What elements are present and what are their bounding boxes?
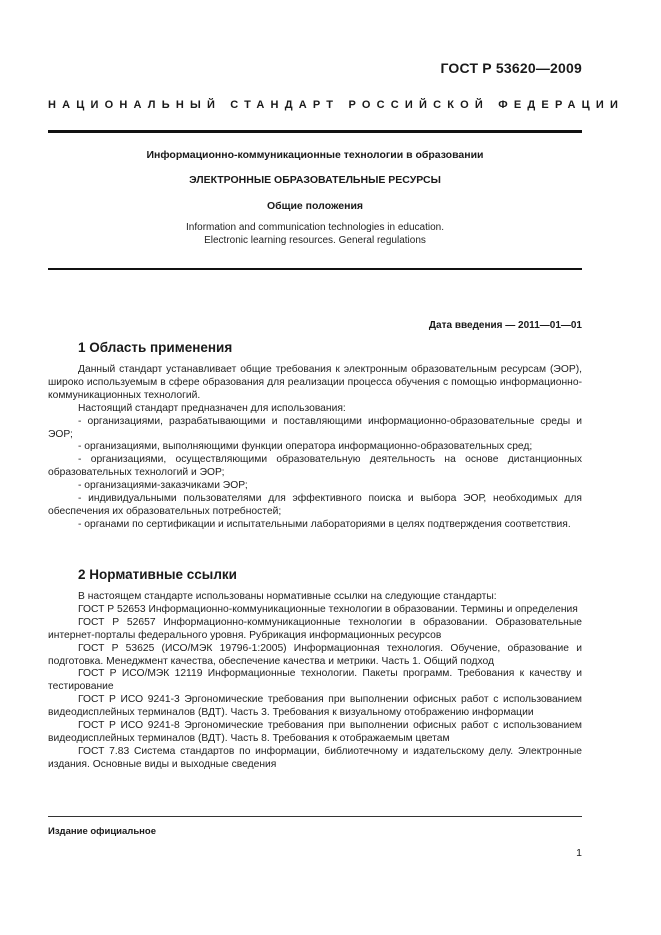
reference-entry: ГОСТ Р ИСО/МЭК 12119 Информационные технологии. Пакеты программ. Требования к качеству и тестирование bbox=[48, 668, 582, 693]
title-main: ЭЛЕКТРОННЫЕ ОБРАЗОВАТЕЛЬНЫЕ РЕСУРСЫ bbox=[189, 174, 441, 186]
page-number: 1 bbox=[576, 847, 582, 859]
effective-date: Дата введения — 2011—01—01 bbox=[428, 320, 582, 331]
reference-entry: ГОСТ Р 52657 Информационно-коммуникационные технологии в образовании. Образовательные интернет-порталы федерального уровня. Рубрикация информационных ресурсов bbox=[48, 616, 582, 641]
edition-label: Издание официальное bbox=[48, 826, 156, 837]
reference-entry: ГОСТ Р ИСО 9241-3 Эргономические требования при выполнении офисных работ с использованием видеодисплейных терминалов (ВДТ). Часть 3. Требования к визуальному отображению информации bbox=[48, 694, 582, 719]
section-1-list-item: - органами по сертификации и испытательными лабораториями в целях подтверждения соответствия. bbox=[78, 518, 571, 530]
document-number: ГОСТ Р 53620—2009 bbox=[440, 60, 582, 76]
section-1-list-item: - организациями, разрабатывающими и поставляющими информационно-образовательные среды и ЭОР; bbox=[48, 415, 582, 440]
title-subject: Информационно-коммуникационные технологии в образовании bbox=[146, 149, 484, 161]
section-2-heading: 2 Нормативные ссылки bbox=[78, 567, 237, 582]
section-1-paragraph: Данный стандарт устанавливает общие требования к электронным образовательным ресурсам (ЭОР), широко используемым в сфере образования для реализации процесса обучения с помощью информационно-коммуникационных технологий. bbox=[48, 364, 582, 401]
reference-entry: ГОСТ 7.83 Система стандартов по информации, библиотечному и издательскому делу. Электронные издания. Основные виды и выходные сведения bbox=[48, 745, 582, 770]
section-2-body bbox=[48, 591, 582, 772]
section-1-list-item: - индивидуальными пользователями для эффективного поиска и выбора ЭОР, необходимых для обеспечения их образовательных потребностей; bbox=[48, 493, 582, 517]
section-2-paragraph: В настоящем стандарте использованы нормативные ссылки на следующие стандарты: bbox=[78, 591, 497, 602]
section-1-body bbox=[48, 364, 582, 532]
reference-entry: ГОСТ Р ИСО 9241-8 Эргономические требования при выполнении офисных работ с использованием видеодисплейных терминалов (ВДТ). Часть 8. Требования к отображаемым цветам bbox=[48, 720, 582, 744]
footer-rule bbox=[48, 816, 582, 817]
standard-banner: НАЦИОНАЛЬНЫЙ СТАНДАРТ РОССИЙСКОЙ ФЕДЕРАЦИИ bbox=[48, 99, 625, 111]
section-1-list-item: - организациями-заказчиками ЭОР; bbox=[78, 480, 248, 492]
title-subtitle: Общие положения bbox=[266, 200, 364, 212]
title-english-line-1: Information and communication technologies in education. bbox=[186, 222, 444, 233]
title-rule bbox=[48, 268, 582, 270]
title-english-line-2: Electronic learning resources. General regulations bbox=[204, 234, 426, 246]
section-1-list-item: - организациями, выполняющими функции оператора информационно-образовательных сред; bbox=[78, 441, 533, 453]
reference-entry: ГОСТ Р 52653 Информационно-коммуникационные технологии в образовании. Термины и определения bbox=[78, 603, 578, 615]
section-1-heading: 1 Область применения bbox=[78, 340, 233, 355]
header-rule bbox=[48, 130, 582, 133]
section-1-paragraph: Настоящий стандарт предназначен для использования: bbox=[78, 402, 346, 414]
section-1-list-item: - организациями, осуществляющими образовательную деятельность на основе дистанционных образовательных технологий и ЭОР; bbox=[48, 454, 582, 479]
reference-entry: ГОСТ Р 53625 (ИСО/МЭК 19796-1:2005) Информационная технология. Обучение, образование и подготовка. Менеджмент качества, обеспечение качества и метрики. Часть 1. Общий подход bbox=[48, 642, 582, 667]
title-english bbox=[48, 222, 582, 247]
